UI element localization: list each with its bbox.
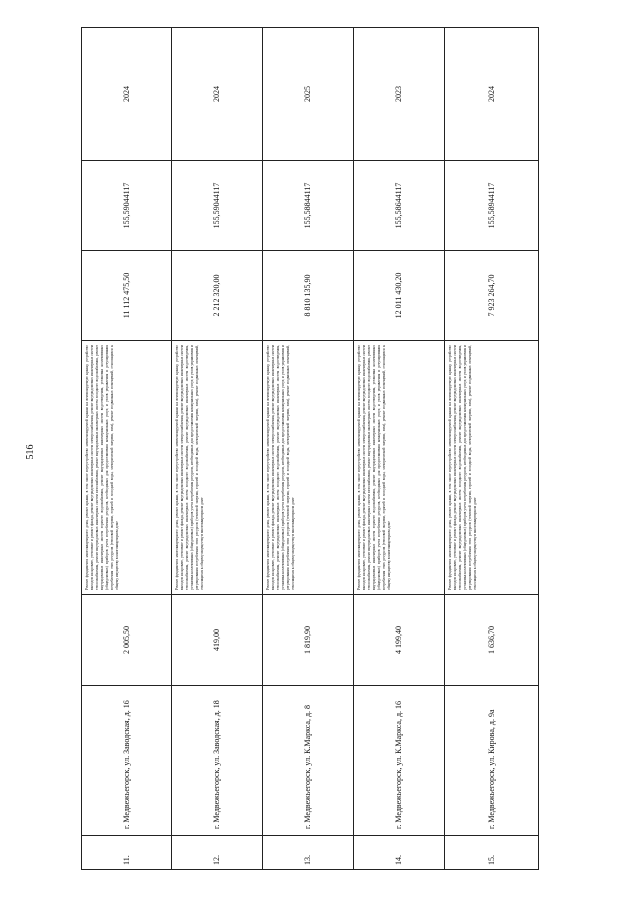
rotated-table-container bbox=[81, 28, 538, 870]
row-cost: 8 810 135,90 bbox=[263, 251, 354, 341]
row-unit-cost: 155,59044117 bbox=[172, 161, 263, 251]
row-number: 13. bbox=[263, 836, 354, 870]
row-address: г. Медвежьегорск, ул. Заводская, д. 16 bbox=[82, 686, 172, 836]
row-area: 2 005,50 bbox=[82, 595, 172, 686]
row-year: 2024 bbox=[172, 28, 263, 161]
row-unit-cost: 155,58644117 bbox=[354, 161, 445, 251]
row-unit-cost: 155,58944117 bbox=[445, 161, 539, 251]
table-row bbox=[263, 28, 354, 870]
row-works: Ремонт фундамента многоквартирного дома, ремонт крыши, в том числе переустройство невентилируемой крыши на вентилируемую крышу, устройство выходов на кровлю, утепление и ремонт фасада, ремонт внутридомовых инженерных систем электроснабжения, ремонт внутридомовых инженерных систем теплоснабжения, ремонт внутридомовых инженерных систем газоснабжения, ремонт внутридомовых инженерных систем холодного водоснабжения, ремонт внутридомовых инженерных систем горячего водоснабжения, ремонт внутридомовых инженерных систем водоотведения, установка коллективных (общедомовых) приборов учета потребления ресурсов, необходимых для предоставления коммунальных услуг, и узлов управления и регулирования потребления этих ресурсов (тепловой энергии, горячей и холодной воды, электрической энергии, газа), ремонт подвальных помещений, относящихся к общему имуществу в многоквартирном доме bbox=[354, 341, 445, 595]
row-works: Ремонт фундамента многоквартирного дома, ремонт крыши, в том числе переустройство невентилируемой крыши на вентилируемую крышу, устройство выходов на кровлю, утепление и ремонт фасада, ремонт внутридомовых инженерных систем электроснабжения, ремонт внутридомовых инженерных систем теплоснабжения, ремонт внутридомовых инженерных систем холодного водоснабжения, ремонт внутридомовых инженерных систем водоотведения, установка коллективных (общедомовых) приборов учета потребления ресурсов, необходимых для предоставления коммунальных услуг, и узлов управления и регулирования потребления этих ресурсов (тепловой энергии, горячей и холодной воды, электрической энергии, газа), ремонт подвальных помещений, относящихся к общему имуществу в многоквартирном доме bbox=[263, 341, 354, 595]
row-cost: 2 212 320,00 bbox=[172, 251, 263, 341]
row-works: Ремонт фундамента многоквартирного дома, ремонт крыши, в том числе переустройство невентилируемой крыши на вентилируемую крышу, устройство выходов на кровлю, утепление и ремонт фасада, ремонт внутридомовых инженерных систем электроснабжения, ремонт внутридомовых инженерных систем теплоснабжения, ремонт внутридомовых инженерных систем холодного водоснабжения, ремонт внутридомовых инженерных систем водоотведения, установка коллективных (общедомовых) приборов учета потребления ресурсов, необходимых для предоставления коммунальных услуг, и узлов управления и регулирования потребления этих ресурсов (тепловой энергии, горячей и холодной воды, электрической энергии, газа), ремонт подвальных помещений, относящихся к общему имуществу в многоквартирном доме bbox=[445, 341, 539, 595]
page-number-wrap bbox=[21, 439, 41, 465]
row-area: 419,00 bbox=[172, 595, 263, 686]
row-address: г. Медвежьегорск, ул. К.Маркса, д. 16 bbox=[354, 686, 445, 836]
table-row bbox=[445, 28, 539, 870]
row-address: г. Медвежьегорск, ул. Кирова, д. 9а bbox=[445, 686, 539, 836]
table-row bbox=[82, 28, 172, 870]
row-works: Ремонт фундамента многоквартирного дома, ремонт крыши, в том числе переустройство невентилируемой крыши на вентилируемую крышу, устройство выходов на кровлю, утепление и ремонт фасада, ремонт внутридомовых инженерных систем электроснабжения, ремонт внутридомовых инженерных систем теплоснабжения, ремонт внутридомовых инженерных систем холодного водоснабжения, ремонт внутридомовых инженерных систем водоотведения, установка коллективных (общедомовых) приборов учета потребления ресурсов, необходимых для предоставления коммунальных услуг, и узлов управления и регулирования потребления этих ресурсов (тепловой энергии, горячей и холодной воды, электрической энергии, газа), ремонт подвальных помещений, относящихся к общему имуществу в многоквартирном доме bbox=[172, 341, 263, 595]
repair-schedule-table bbox=[81, 27, 539, 870]
row-area: 4 199,40 bbox=[354, 595, 445, 686]
row-area: 1 819,90 bbox=[263, 595, 354, 686]
row-number: 14. bbox=[354, 836, 445, 870]
row-address: г. Медвежьегорск, ул. Заводская, д. 18 bbox=[172, 686, 263, 836]
page-number: 516 bbox=[25, 444, 36, 460]
row-number: 11. bbox=[82, 836, 172, 870]
table-row bbox=[172, 28, 263, 870]
row-year: 2025 bbox=[263, 28, 354, 161]
row-number: 12. bbox=[172, 836, 263, 870]
row-area: 1 636,70 bbox=[445, 595, 539, 686]
row-cost: 12 011 430,20 bbox=[354, 251, 445, 341]
row-cost: 11 112 475,50 bbox=[82, 251, 172, 341]
row-number: 15. bbox=[445, 836, 539, 870]
row-address: г. Медвежьегорск, ул. К.Маркса, д. 8 bbox=[263, 686, 354, 836]
row-year: 2023 bbox=[354, 28, 445, 161]
row-works: Ремонт фундамента многоквартирного дома, ремонт крыши, в том числе переустройство невентилируемой крыши на вентилируемую крышу, устройство выходов на кровлю, утепление и ремонт фасада, ремонт внутридомовых инженерных систем электроснабжения, ремонт внутридомовых инженерных систем теплоснабжения, ремонт внутридомовых инженерных систем газоснабжения, ремонт внутридомовых инженерных систем холодного водоснабжения, ремонт внутридомовых инженерных систем горячего водоснабжения, ремонт внутридомовых инженерных систем водоотведения, установка коллективных (общедомовых) приборов учета потребления ресурсов, необходимых для предоставления коммунальных услуг, и узлов управления и регулирования потребления этих ресурсов (тепловой энергии, горячей и холодной воды, электрической энергии, газа), ремонт подвальных помещений, относящихся к общему имуществу в многоквартирном доме bbox=[82, 341, 172, 595]
row-unit-cost: 155,59044117 bbox=[82, 161, 172, 251]
row-year: 2024 bbox=[445, 28, 539, 161]
row-year: 2024 bbox=[82, 28, 172, 161]
table-row bbox=[354, 28, 445, 870]
row-unit-cost: 155,58844117 bbox=[263, 161, 354, 251]
row-cost: 7 923 264,70 bbox=[445, 251, 539, 341]
